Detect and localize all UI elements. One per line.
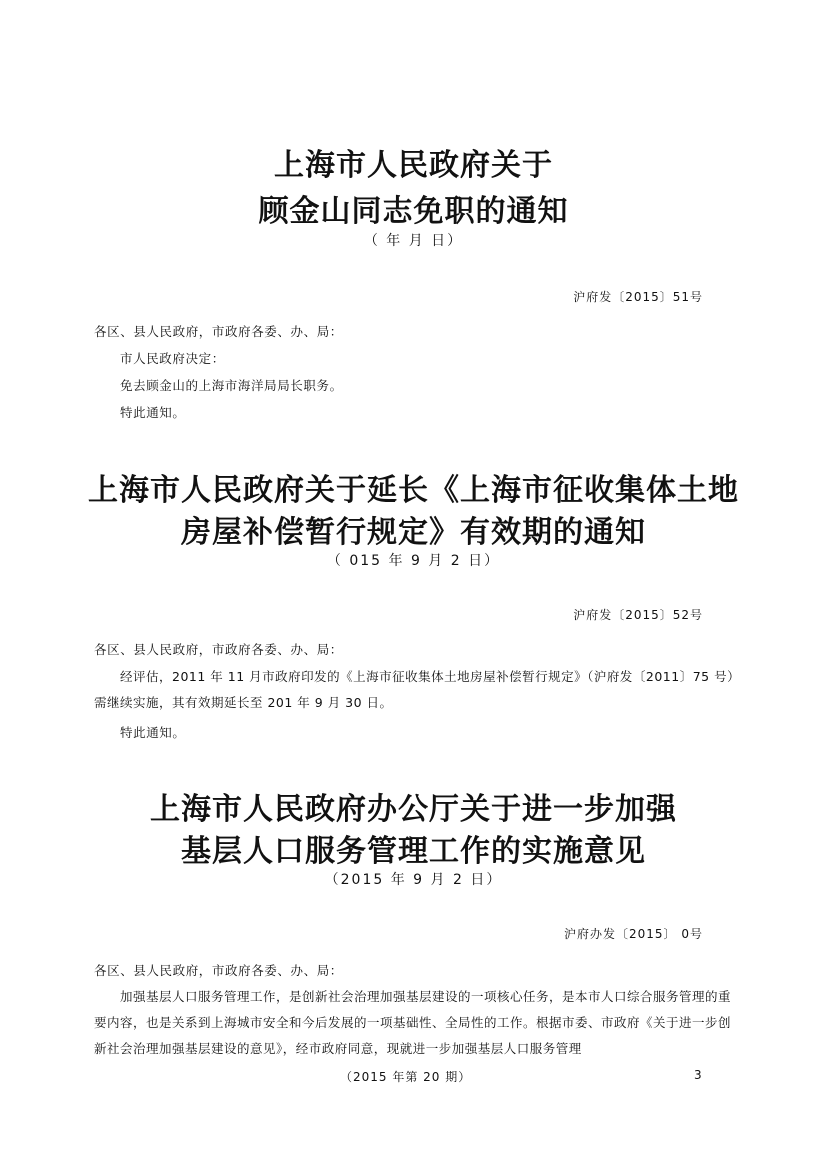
notice2-title-line2: 房屋补偿暂行规定》有效期的通知 (181, 515, 646, 550)
notice2-closing: 特此通知。 (120, 725, 186, 740)
notice2-date: （ 015 年 9 月 2 日） (326, 553, 501, 569)
notice1-addressee: 各区、县人民政府，市政府各委、办、局： (94, 324, 343, 339)
notice1-line-closing: 特此通知。 (120, 405, 186, 420)
notice3-paragraph: 加强基层人口服务管理工作，是创新社会治理加强基层建设的一项核心任务，是本市人口综合服务管理的重要内容，也是关系到上海城市安全和今后发展的一项基础性、全局性的工作。根据市委、市政府《关于进一步创新社会治理加强基层建设的意见》，经市政府同意，现就进一步加强基层人口服务管理 (94, 989, 732, 1056)
notice2-addressee: 各区、县人民政府，市政府各委、办、局： (94, 642, 343, 657)
notice3-doc-number: 沪府办发〔2015〕 0号 (564, 927, 703, 941)
footer-issue: （2015 年第 20 期） (340, 1070, 472, 1084)
notice1-title-line2: 顾金山同志免职的通知 (258, 194, 569, 229)
notice1-line-decision: 市人民政府决定： (120, 351, 225, 366)
notice2-paragraph: 经评估，2011 年 11 月市政府印发的《上海市征收集体土地房屋补偿暂行规定》（沪府发〔2011〕75 号）需继续实施，其有效期延长至 201 年 9 月 30 日。 (94, 669, 734, 710)
notice1-date: （ 年 月 日） (363, 233, 464, 249)
notice3-date: （2015 年 9 月 2 日） (324, 872, 503, 888)
notice3-title-line1: 上海市人民政府办公厅关于进一步加强 (150, 792, 677, 827)
notice1-doc-number: 沪府发〔2015〕51号 (573, 290, 703, 304)
notice2-doc-number: 沪府发〔2015〕52号 (573, 608, 703, 622)
notice3-addressee: 各区、县人民政府，市政府各委、办、局： (94, 963, 343, 978)
notice1-line-dismissal: 免去顾金山的上海市海洋局局长职务。 (120, 378, 343, 393)
notice3-title-line2: 基层人口服务管理工作的实施意见 (181, 834, 646, 869)
notice1-title-line1: 上海市人民政府关于 (274, 148, 553, 183)
notice2-title-line1: 上海市人民政府关于延长《上海市征收集体土地 (88, 473, 739, 508)
footer-page-number: 3 (694, 1068, 703, 1082)
